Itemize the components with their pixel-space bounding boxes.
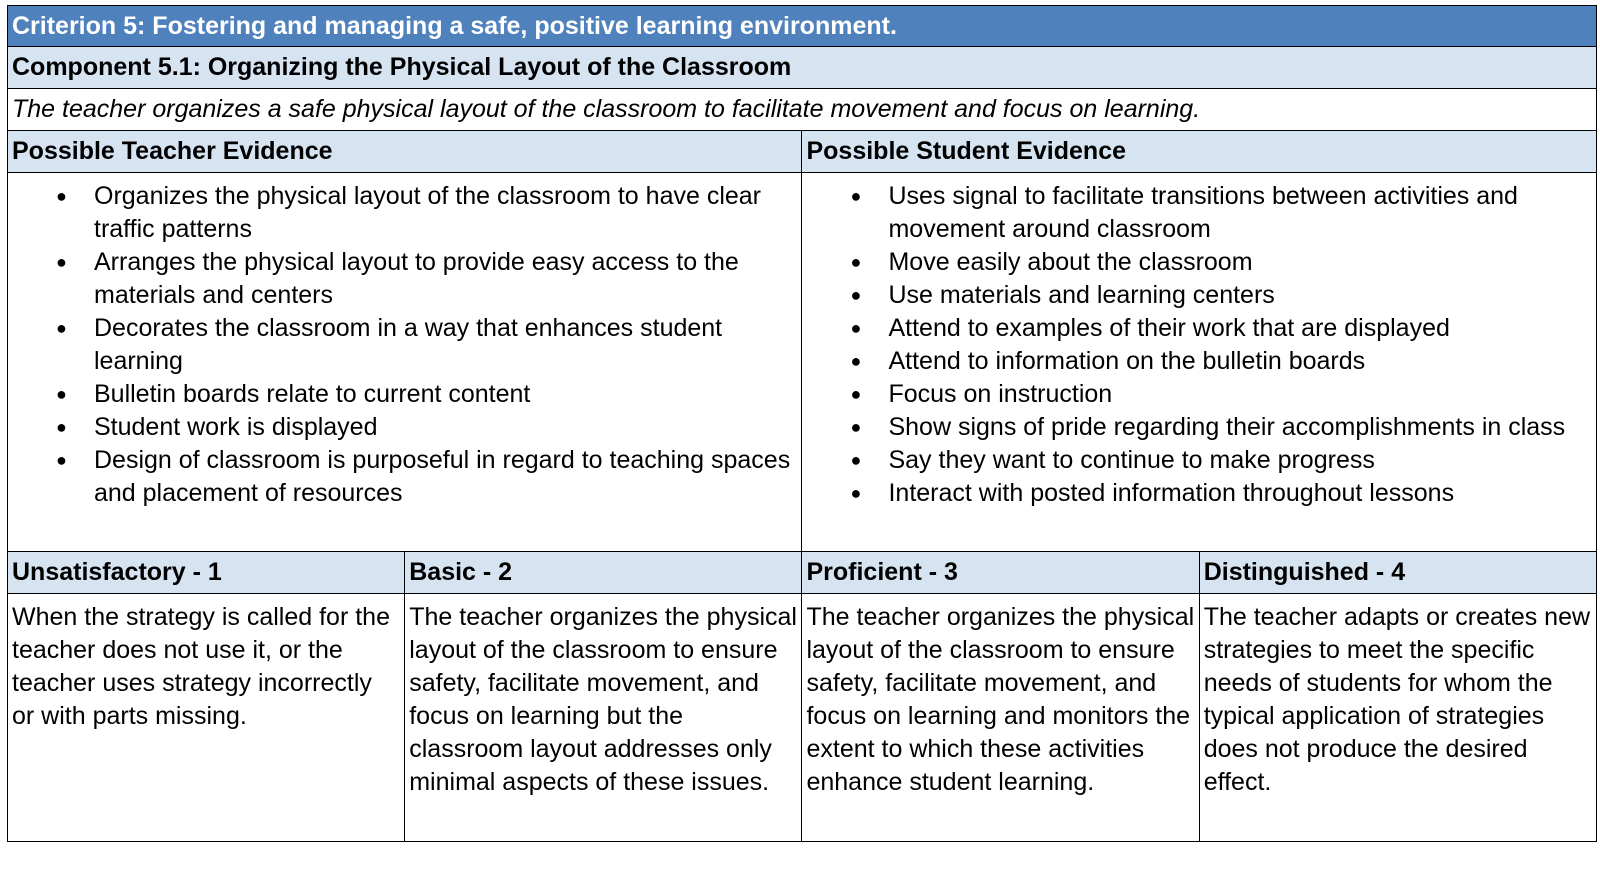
criterion-title: Criterion 5: Fostering and managing a safe, positive learning environment. (8, 6, 1597, 47)
student-evidence-item: ● Show signs of pride regarding their accomplishments in class (806, 411, 1592, 444)
levels-header-row (8, 552, 1597, 594)
student-evidence-list (806, 180, 1592, 510)
teacher-evidence-heading: Possible Teacher Evidence (8, 131, 802, 173)
component-description: The teacher organizes a safe physical layout of the classroom to facilitate movement and focus on learning. (8, 89, 1597, 131)
student-evidence-heading: Possible Student Evidence (802, 131, 1597, 173)
student-evidence-cell (802, 173, 1597, 552)
teacher-evidence-item: ● Bulletin boards relate to current content (12, 378, 797, 411)
student-evidence-item: ● Interact with posted information throughout lessons (806, 477, 1592, 510)
component-row (8, 47, 1597, 89)
level-text-distinguished: The teacher adapts or creates new strategies to meet the specific needs of students for whom the typical application of strategies does not produce the desired effect. (1199, 594, 1596, 842)
student-evidence-item: ● Say they want to continue to make progress (806, 444, 1592, 477)
description-row (8, 89, 1597, 131)
student-evidence-item: ● Uses signal to facilitate transitions between activities and movement around classroom (806, 180, 1592, 246)
level-title-proficient: Proficient - 3 (802, 552, 1199, 594)
teacher-evidence-item: ● Design of classroom is purposeful in regard to teaching spaces and placement of resources (12, 444, 797, 510)
student-evidence-item: ● Attend to information on the bulletin boards (806, 345, 1592, 378)
teacher-evidence-item: ● Student work is displayed (12, 411, 797, 444)
student-evidence-item: ● Attend to examples of their work that are displayed (806, 312, 1592, 345)
level-title-distinguished: Distinguished - 4 (1199, 552, 1596, 594)
rubric-table (7, 5, 1597, 842)
student-evidence-item: ● Move easily about the classroom (806, 246, 1592, 279)
teacher-evidence-item: ● Decorates the classroom in a way that enhances student learning (12, 312, 797, 378)
level-title-unsatisfactory: Unsatisfactory - 1 (8, 552, 405, 594)
teacher-evidence-list (12, 180, 797, 510)
level-text-unsatisfactory: When the strategy is called for the teacher does not use it, or the teacher uses strategy incorrectly or with parts missing. (8, 594, 405, 842)
teacher-evidence-cell (8, 173, 802, 552)
teacher-evidence-item: ● Organizes the physical layout of the classroom to have clear traffic patterns (12, 180, 797, 246)
evidence-row (8, 173, 1597, 552)
criterion-row (8, 6, 1597, 47)
student-evidence-item: ● Focus on instruction (806, 378, 1592, 411)
teacher-evidence-item: ● Arranges the physical layout to provide easy access to the materials and centers (12, 246, 797, 312)
levels-descriptor-row (8, 594, 1597, 842)
level-text-basic: The teacher organizes the physical layout of the classroom to ensure safety, facilitate movement, and focus on learning but the classroom layout addresses only minimal aspects of these issues. (405, 594, 802, 842)
level-text-proficient: The teacher organizes the physical layout of the classroom to ensure safety, facilitate movement, and focus on learning and monitors the extent to which these activities enhance student learning. (802, 594, 1199, 842)
student-evidence-item: ● Use materials and learning centers (806, 279, 1592, 312)
component-title: Component 5.1: Organizing the Physical Layout of the Classroom (8, 47, 1597, 89)
evidence-header-row (8, 131, 1597, 173)
level-title-basic: Basic - 2 (405, 552, 802, 594)
